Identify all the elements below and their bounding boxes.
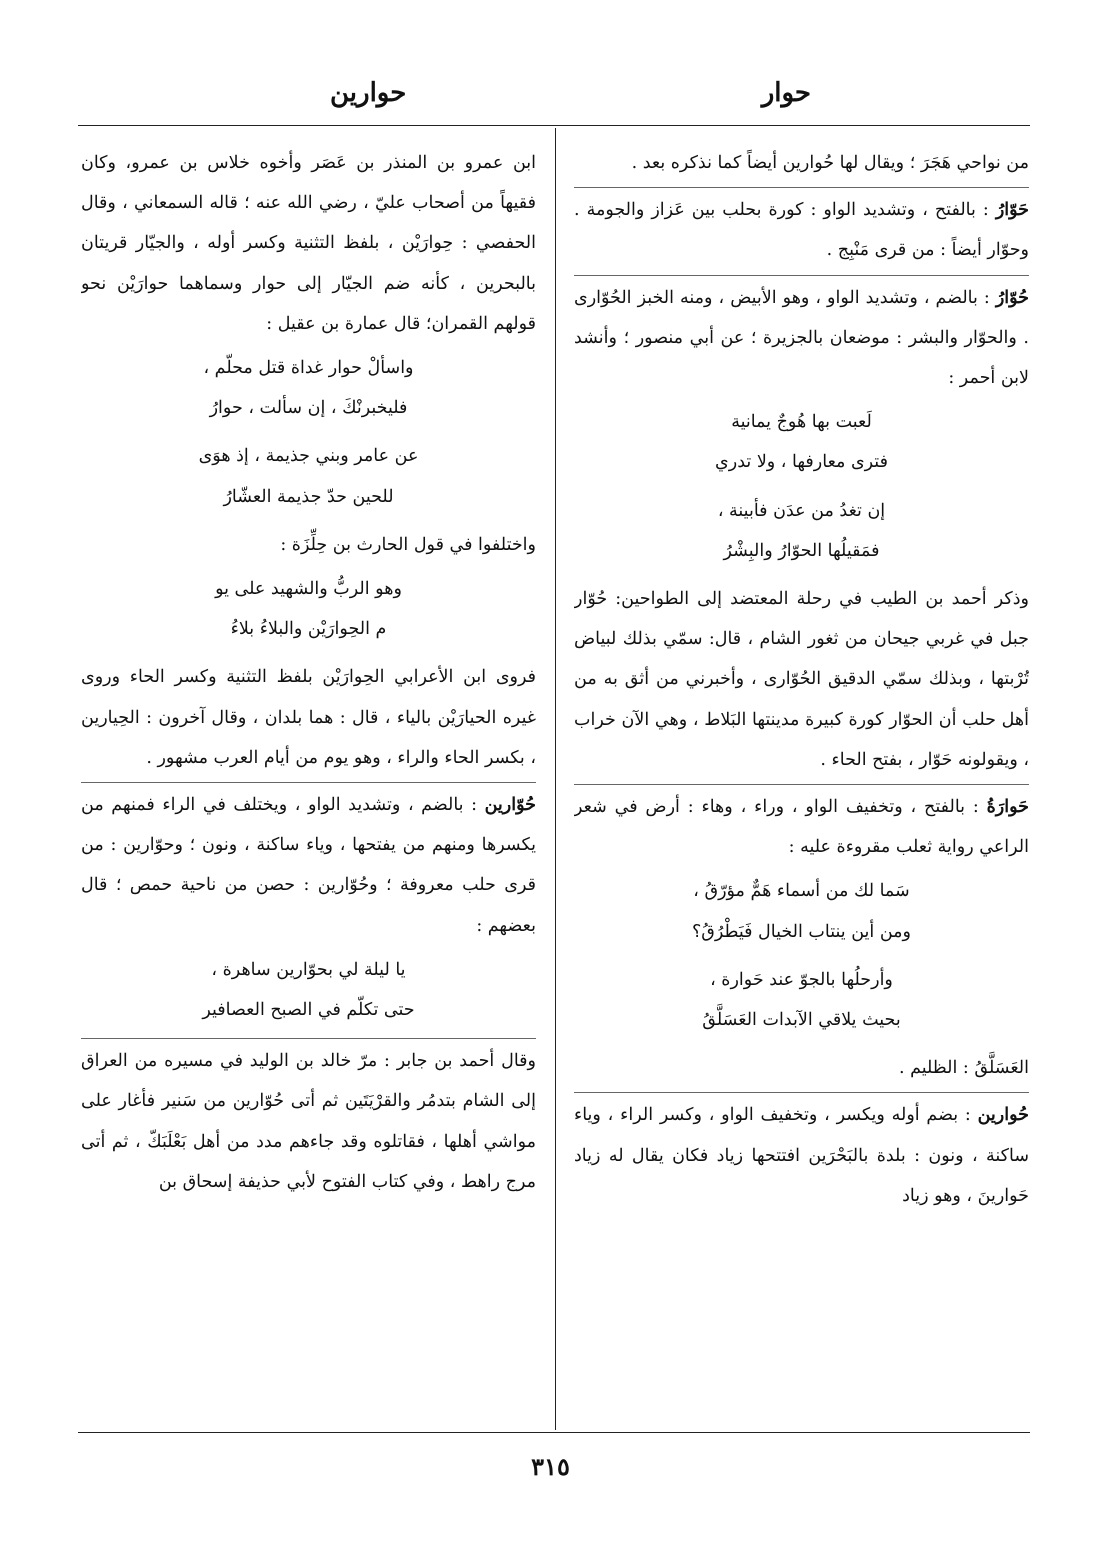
entry-body: : بضم أوله ويكسر ، وتخفيف الواو ، وكسر الراء ، وياء ساكنة ، ونون : بلدة بالبَحْرَين افتتحها زياد فكان يقال له زياد حَوارينَ ، وهو زياد [574,1105,1029,1206]
verse-line: عن عامر وبني جذيمة ، إذ هوَى [198,446,419,467]
header-rule [78,125,1030,126]
entry-body: : بالفتح ، وتخفيف الواو ، وراء ، وهاء : أرض في شعر الراعي رواية ثعلب مقروءة عليه : [574,797,1029,858]
entry-lemma: حُوّارين [484,795,536,816]
entry-separator [81,1038,536,1039]
verse-block [81,348,536,428]
entry-separator [574,187,1029,188]
entry-huwwar [574,278,1029,399]
verse-block [574,402,1029,482]
verse-block [574,960,1029,1040]
verse-line: للحين حدّ جذيمة العشّارُ [223,486,394,507]
entry-body: : بالضم ، وتشديد الواو ، ويختلف في الراء فمنهم من يكسرها ومنهم من يفتحها ، وياء ساكنة ، ونون ؛ وحوّارين : من قرى حلب معروفة ؛ وحُوّارين : حصن من ناحية حمص ؛ قال بعضهم : [81,795,536,936]
footer-rule [78,1432,1030,1433]
column-divider [555,128,556,1430]
verse-line: بحيث يلاقي الآبدات العَسَلَّقُ [702,1010,901,1031]
paragraph: وذكر أحمد بن الطيب في رحلة المعتضد إلى الطواحين: حُوّار جبل في غربي جيحان من ثغور الشام ، قال: سمّي بذلك لبياض تُرْبتها ، وبذلك سمّي الدقيق الحُوّارى ، وأخبرني من أثق به من أهل حلب أن الحوّار كورة كبيرة مدينتها البَلاط ، وهي الآن خراب ، ويقولونه حَوّار ، بفتح الحاء . [574,589,1029,770]
entry-body: : بالفتح ، وتشديد الواو : كورة بحلب بين عَزاز والجومة . وحوّار أيضاً : من قرى مَنْبِج . [574,200,1029,261]
verse-line: حتى تكلّم في الصبح العصافير [202,1000,415,1021]
entry-lemma: حَوارَةُ [986,797,1029,818]
left-column [81,143,536,1428]
continued-text: ابن عمرو بن المنذر بن عَصَر وأخوه خلاس بن عمرو، وكان فقيهاً من أصحاب عليّ ، رضي الله عنه ؛ قاله السمعاني ، وقال الحفصي : حِوارَيْن ، بلفظ التثنية وكسر أوله ، والجيّار قريتان بالبحرين ، كأنه ضم الجيّار إلى حوار وسماهما حوارَيْن نحو قولهم القمران؛ قال عمارة بن عقيل : [81,153,536,334]
verse-line: ومن أين ينتاب الخيال فَيَطْرُقُ؟ [691,921,912,942]
entry-huwwarin [81,785,536,946]
entry-lemma: حَوّارُ [995,200,1029,221]
entry-separator [574,784,1029,785]
entry-huwarin [574,1095,1029,1216]
verse-line: سَما لك من أسماء هَمٌّ مؤرّقُ ، [693,881,910,902]
verse-line: فمَقيلُها الحوّارُ والبِشْرُ [723,540,880,561]
verse-block [574,491,1029,571]
verse-line: لَعبت بها هُوجٌ يمانية [731,412,872,433]
entry-lemma: حُوارين [977,1105,1029,1126]
entry-lemma: حُوّارُ [995,287,1029,308]
verse-block [574,871,1029,951]
entry-separator [81,782,536,783]
verse-line: يا ليلة لي بحوّارين ساهرة ، [211,959,406,980]
verse-line: وهو الربُّ والشهيد على يو [215,579,402,600]
verse-block [81,950,536,1030]
gloss-line: العَسَلَّقُ : الظليم . [898,1058,1029,1079]
entry-hawara [574,787,1029,867]
verse-line: فليخبرنْكَ ، إن سألت ، حوارُ [209,398,408,419]
entry-body: : بالضم ، وتشديد الواو ، وهو الأبيض ، ومنه الخبز الحُوّارى . والحوّار والبشر : موضعان بالجزيرة ؛ عن أبي منصور ؛ وأنشد لابن أحمر : [574,287,1029,389]
paragraph: فروى ابن الأعرابي الحِوارَيْن بلفظ التثنية وكسر الحاء وروى غيره الحيارَيْن بالياء ، قال : هما بلدان ، وقال آخرون : الحِيارين ، بكسر الحاء والراء ، وهو يوم من أيام العرب مشهور . [81,667,536,768]
continued-text: من نواحي هَجَرَ ؛ ويقال لها حُوارين أيضاً كما نذكره بعد . [631,153,1029,173]
paragraph: واختلفوا في قول الحارث بن حِلِّزَة : [280,534,536,555]
entry-separator [574,275,1029,276]
right-column [574,143,1029,1428]
running-head-left: حوارين [330,78,407,108]
verse-line: فترى معارفها ، ولا تدري [715,452,888,473]
verse-block [81,436,536,516]
entry-separator [574,1092,1029,1093]
entry-hawwar [574,190,1029,270]
page-number: ٣١٥ [531,1452,570,1481]
verse-line: واسألْ حوار غداة قتل محلّم ، [203,358,414,379]
paragraph: وقال أحمد بن جابر : مرّ خالد بن الوليد في مسيره من العراق إلى الشام بتدمُر والقرْيَتَين ثم أتى حُوّارين من سَنير فأغار على مواشي أهلها ، فقاتلوه وقد جاءهم مدد من أهل بَعْلَبَكّ ، ثم أتى مرج راهط ، وفي كتاب الفتوح لأبي حذيفة إسحاق بن [81,1051,536,1192]
verse-block [81,569,536,649]
running-head-right: حوار [761,78,811,108]
verse-line: إن تغدُ من عدَن فأبينة ، [717,500,886,521]
verse-line: وأرحلُها بالجوّ عند حَوارة ، [710,969,893,990]
verse-line: م الحِوارَيْن والبلاءُ بلاءُ [230,619,387,640]
